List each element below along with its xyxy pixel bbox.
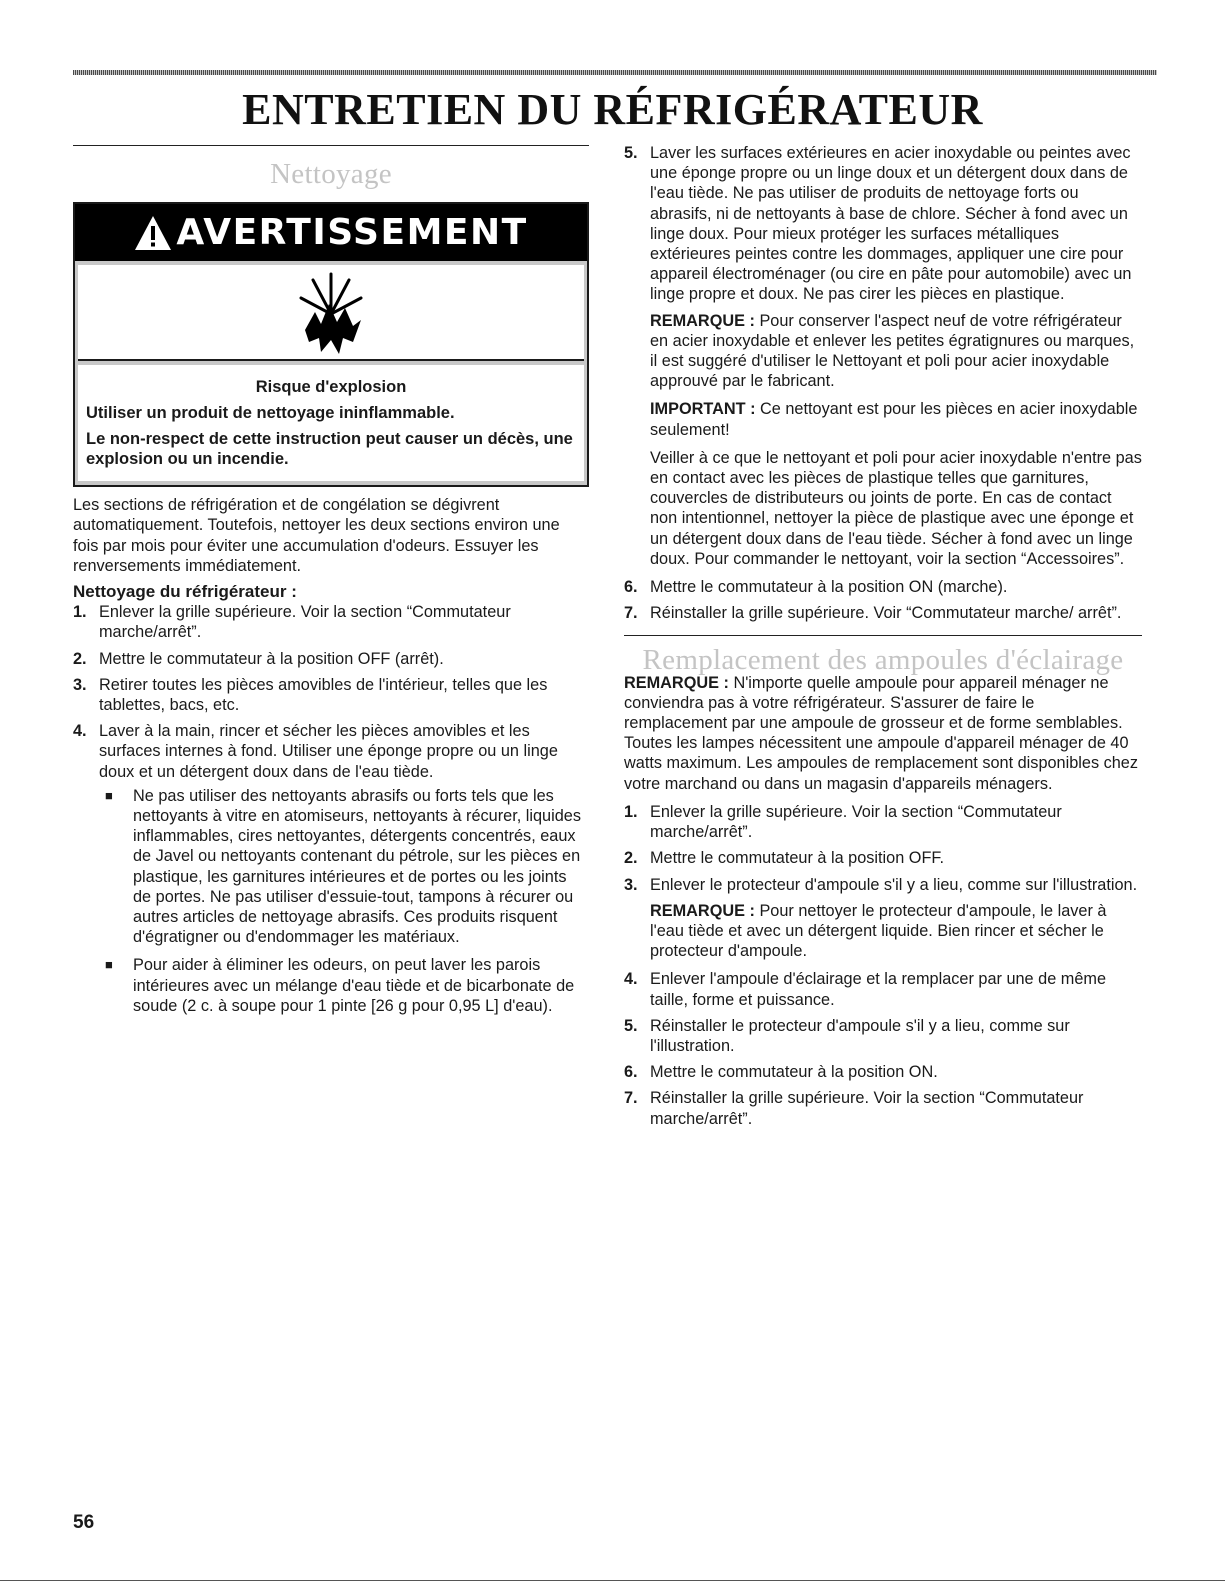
step-text: Enlever le protecteur d'ampoule s'il y a lieu, comme sur l'illustration. (650, 875, 1138, 894)
warning-box (73, 202, 589, 487)
note-label: REMARQUE : (624, 673, 729, 692)
square-bullet-icon: ■ (105, 787, 113, 803)
warning-triangle-icon (134, 215, 172, 251)
step-number: 6. (624, 1063, 638, 1082)
step-text: Réinstaller la grille supérieure. Voir “Commutateur marche/ arrêt”. (650, 604, 1122, 623)
step-text: Laver les surfaces extérieures en acier inoxydable ou peintes avec une éponge propre ou un linge doux et un détergent doux dans de l'eau tiède. Ne pas utiliser de produits de nettoyage forts ou abrasifs, ni de nettoyants à base de chlore. Sécher à fond avec un linge doux. Pour mieux protéger les surfaces métalliques extérieures peintes contre les dommages, appliquer une cire pour appareil électroménager (ou cire en pâte pour automobile) avec un linge propre et doux. Ne pas cirer les pièces en plastique. (650, 144, 1132, 304)
step-number: 5. (624, 144, 638, 162)
note-important (650, 399, 1142, 439)
note-label: REMARQUE : (650, 311, 755, 330)
note-text: Pour conserver l'aspect neuf de votre réfrigérateur en acier inoxydable et enlever les petites égratignures ou marques, il est suggéré d'utiliser le Nettoyant et poli pour acier inoxydable approuvé par le fabricant. (650, 311, 1135, 391)
step-text: Mettre le commutateur à la position ON (marche). (650, 578, 1008, 597)
bullet-text: Ne pas utiliser des nettoyants abrasifs ou forts tels que les nettoyants à vitre en atomiseurs, nettoyants à récurer, liquides inflammables, cires nettoyantes, détergents concentrés, eaux de Javel ou nettoyants contenant du pétrole, sur les pièces en plastique, les garnitures intérieures et de portes ou les joints de portes. Ne pas utiliser d'essuie-tout, tampons à récurer ou autres articles de nettoyage abrasifs. Ces produits risquent d'égratigner ou d'endommager les matériaux. (133, 786, 581, 947)
step-number: 1. (624, 802, 638, 821)
step-number: 6. (624, 578, 638, 597)
step-text: Laver à la main, rincer et sécher les pièces amovibles et les surfaces internes à fond. Utiliser une éponge propre ou un linge doux et un détergent doux dans de l'eau tiède. (99, 722, 558, 781)
left-column (73, 145, 589, 1024)
step-text: Réinstaller le protecteur d'ampoule s'il y a lieu, comme sur l'illustration. (650, 1016, 1070, 1055)
cleaning-steps-continued (624, 143, 1142, 623)
important-label: IMPORTANT : (650, 400, 756, 419)
step-text: Enlever la grille supérieure. Voir la section “Commutateur marche/arrêt”. (650, 802, 1062, 842)
bullet-item (99, 955, 589, 1016)
top-decorative-rule (73, 70, 1157, 75)
step-text: Réinstaller la grille supérieure. Voir la section “Commutateur marche/arrêt”. (650, 1089, 1084, 1128)
bulb-steps (624, 802, 1142, 1129)
list-item (624, 802, 1142, 842)
step-text: Enlever l'ampoule d'éclairage et la remplacer par une de même taille, forme et puissance. (650, 970, 1107, 1009)
note-text: N'importe quelle ampoule pour appareil ménager ne conviendra pas à votre réfrigérateur. S'assurer de faire le remplacement par une ampoule de grosseur et de forme semblables. Toutes les lampes nécessitent une ampoule d'appareil ménager de 40 watts maximum. Les ampoules de remplacement sont disponibles chez votre marchand ou dans un magasin d'appareils ménagers. (624, 673, 1139, 793)
warning-text (78, 365, 584, 481)
list-item (624, 1062, 1142, 1082)
square-bullet-icon: ■ (105, 957, 113, 973)
step-text: Mettre le commutateur à la position OFF. (650, 849, 945, 868)
section-heading-bulbs: Remplacement des ampoules d'éclairage (642, 644, 1124, 677)
step-text: Mettre le commutateur à la position OFF (arrêt). (99, 649, 444, 668)
list-item (73, 675, 589, 715)
step-number: 4. (73, 722, 87, 741)
cleaning-steps (73, 602, 589, 1016)
note-label: REMARQUE : (650, 901, 755, 920)
list-item (624, 875, 1142, 962)
step-number: 3. (624, 875, 638, 894)
cleaning-bullets (99, 786, 589, 1016)
step-number: 7. (624, 604, 638, 623)
page-title: ENTRETIEN DU RÉFRIGÉRATEUR (242, 85, 983, 134)
page-number: 56 (73, 1512, 95, 1533)
cleaning-subheading: Nettoyage du réfrigérateur : (73, 582, 297, 602)
explosion-icon (291, 268, 371, 356)
list-item (624, 848, 1142, 868)
list-item (73, 649, 589, 669)
step-text: Retirer toutes les pièces amovibles de l'intérieur, telles que les tablettes, bacs, etc. (99, 675, 548, 715)
bullet-item (99, 786, 589, 948)
right-column (624, 143, 1142, 1135)
step-number: 4. (624, 970, 638, 989)
step-number: 2. (624, 849, 638, 868)
note-stainless (650, 311, 1142, 392)
list-item (624, 577, 1142, 597)
step-number: 1. (73, 603, 87, 622)
note-bulb-cover (650, 901, 1142, 962)
warning-header (75, 204, 587, 261)
list-item (624, 143, 1142, 569)
cleaning-intro: Les sections de réfrigération et de congélation se dégivrent automatiquement. Toutefois, nettoyer les deux sections environ une fois par mois pour éviter une accumulation d'odeurs. Essuyer les renversements immédiatement. (73, 496, 560, 575)
step-number: 7. (624, 1089, 638, 1108)
step-number: 5. (624, 1016, 638, 1035)
warning-instruction: Utiliser un produit de nettoyage ininflammable. (86, 404, 455, 423)
list-item (624, 969, 1142, 1009)
important-text: Ce nettoyant est pour les pièces en acier inoxydable seulement! (650, 400, 1138, 439)
step-text: Enlever la grille supérieure. Voir la section “Commutateur marche/arrêt”. (99, 603, 511, 642)
list-item (624, 1088, 1142, 1128)
list-item (73, 602, 589, 642)
step-number: 2. (73, 649, 87, 668)
warning-icon-area (78, 265, 584, 361)
section-divider (73, 145, 589, 146)
warning-risk-label: Risque d'explosion (255, 378, 407, 397)
section-heading-cleaning: Nettoyage (270, 158, 392, 190)
list-item (624, 1016, 1142, 1056)
note-text: Pour nettoyer le protecteur d'ampoule, le laver à l'eau tiède et avec un détergent liquide. Bien rincer et sécher le protecteur d'ampoule. (650, 901, 1107, 961)
section-divider (624, 635, 1142, 636)
bulbs-note (624, 673, 1142, 794)
warning-header-label: AVERTISSEMENT (176, 211, 528, 253)
bullet-text: Pour aider à éliminer les odeurs, on peut laver les parois intérieures avec un mélange d'eau tiède et de bicarbonate de soude (2 c. à soupe pour 1 pinte [26 g pour 0,95 L] d'eau). (133, 956, 575, 1015)
caution-paragraph: Veiller à ce que le nettoyant et poli pour acier inoxydable n'entre pas en contact avec les pièces de plastique telles que garnitures, couvercles de distributeurs ou joints de porte. En cas de contact non intentionnel, nettoyer la pièce de plastique avec une éponge et un détergent doux dans de l'eau tiède. Sécher à fond avec un linge doux. Pour commander le nettoyant, voir la section “Accessoires”. (650, 448, 1142, 568)
list-item (73, 721, 589, 1016)
step-text: Mettre le commutateur à la position ON. (650, 1063, 938, 1082)
bottom-rule (0, 1580, 1225, 1581)
step-number: 3. (73, 675, 87, 694)
list-item (624, 603, 1142, 623)
warning-consequence: Le non-respect de cette instruction peut causer un décès, une explosion ou un incendie. (86, 430, 573, 469)
